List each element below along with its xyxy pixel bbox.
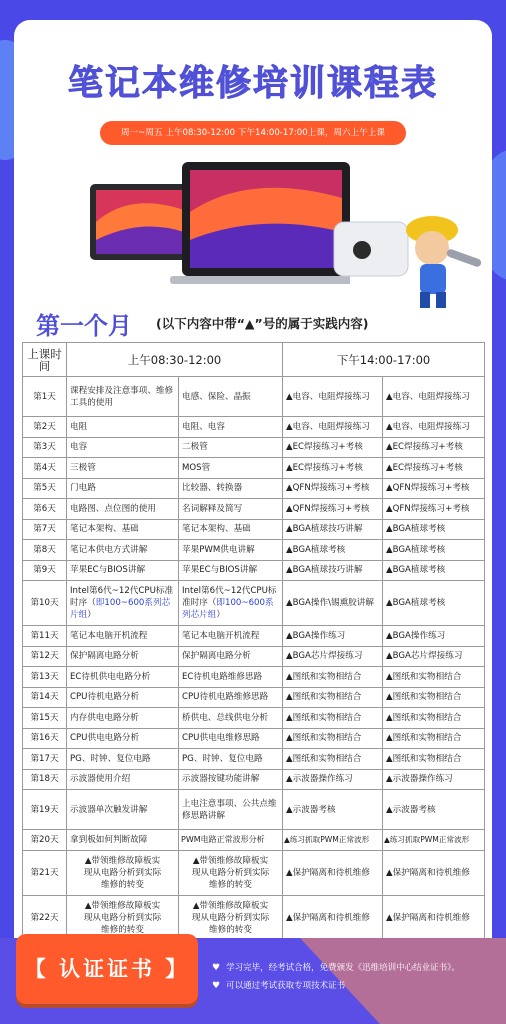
table-row xyxy=(23,769,485,790)
pm-cell: ▲图纸和实物相结合 xyxy=(383,749,485,770)
am-text-end: ） xyxy=(87,610,96,620)
day-cell: 第17天 xyxy=(23,749,67,770)
heart-icon: ♥ xyxy=(212,963,221,973)
day-cell: 第14天 xyxy=(23,687,67,708)
day-cell: 第12天 xyxy=(23,646,67,667)
chipset-text: 即100~600系列芯片组 xyxy=(70,598,171,620)
table-row xyxy=(23,708,485,729)
pm-cell: ▲图纸和实物相结合 xyxy=(283,708,383,729)
am-cell: PG、时钟、复位电路 xyxy=(67,749,179,770)
pm-cell: ▲BGA植球技巧讲解 xyxy=(283,560,383,581)
am-cell: CPU待机电路维修思路 xyxy=(179,687,283,708)
am-cell: EC待机电路维修思路 xyxy=(179,667,283,688)
pm-cell: ▲EC焊接练习+考核 xyxy=(383,458,485,479)
pm-cell: ▲示波器考核 xyxy=(383,790,485,830)
day-cell: 第5天 xyxy=(23,478,67,499)
am-cell: 电阻 xyxy=(67,417,179,438)
course-table xyxy=(22,342,485,941)
am-cell: 名词解释及简写 xyxy=(179,499,283,520)
am-cell: 笔记本架构、基础 xyxy=(67,519,179,540)
certificate-text-1: 学习完毕，经考试合格，免费颁发《迅维培训中心结业证书》。 xyxy=(226,963,460,973)
table-row xyxy=(23,417,485,438)
am-cell: PWM电路正常波形分析 xyxy=(179,830,283,851)
pm-cell: ▲图纸和实物相结合 xyxy=(283,749,383,770)
pm-cell: ▲BGA植球技巧讲解 xyxy=(283,519,383,540)
pm-cell: ▲示波器考核 xyxy=(283,790,383,830)
table-row xyxy=(23,437,485,458)
pm-cell: ▲QFN焊接练习+考核 xyxy=(383,499,485,520)
pm-cell: ▲图纸和实物相结合 xyxy=(383,667,485,688)
day-cell: 第20天 xyxy=(23,830,67,851)
am-cell-highlight: 苹果EC与BIOS讲解 xyxy=(179,560,283,581)
am-cell: 电感、保险、晶振 xyxy=(179,377,283,417)
pm-cell: ▲BGA操作练习 xyxy=(283,626,383,647)
am-text: Intel第6代~12代CPU标准时序（ xyxy=(182,586,277,608)
am-cell: 内存供电电路分析 xyxy=(67,708,179,729)
table-row xyxy=(23,458,485,479)
am-cell: 示波器按键功能讲解 xyxy=(179,769,283,790)
table-row xyxy=(23,749,485,770)
am-cell: ▲带领维修故障板实现从电路分析到实际维修的转变 xyxy=(179,895,283,940)
header-am: 上午08:30-12:00 xyxy=(67,343,283,377)
pm-cell: ▲电容、电阻焊接练习 xyxy=(383,417,485,438)
pm-cell: ▲EC焊接练习+考核 xyxy=(283,458,383,479)
am-cell xyxy=(179,581,283,626)
am-cell: MOS管 xyxy=(179,458,283,479)
pm-cell: ▲BGA植球考核 xyxy=(383,519,485,540)
table-row xyxy=(23,646,485,667)
pm-cell: ▲BGA操作\锡熏胶讲解 xyxy=(283,581,383,626)
pm-cell: ▲保护隔离和待机维修 xyxy=(283,895,383,940)
day-cell: 第3天 xyxy=(23,437,67,458)
header-day: 上课时间 xyxy=(23,343,67,377)
am-cell: 课程安排及注意事项、维修工具的使用 xyxy=(67,377,179,417)
table-row xyxy=(23,667,485,688)
am-cell: 桥供电、总线供电分析 xyxy=(179,708,283,729)
chipset-text: 即100~600系列芯片组 xyxy=(182,598,274,620)
table-row xyxy=(23,850,485,895)
pm-cell: ▲示波器操作练习 xyxy=(283,769,383,790)
am-cell: 电阻、电容 xyxy=(179,417,283,438)
am-cell: PG、时钟、复位电路 xyxy=(179,749,283,770)
page-title: 笔记本维修培训课程表 xyxy=(67,63,438,104)
table-row xyxy=(23,728,485,749)
day-cell: 第16天 xyxy=(23,728,67,749)
table-row xyxy=(23,830,485,851)
table-row xyxy=(23,540,485,561)
am-cell: ▲带领维修故障板实现从电路分析到实际维修的转变 xyxy=(67,850,179,895)
table-row xyxy=(23,560,485,581)
table-row xyxy=(23,626,485,647)
day-cell: 第19天 xyxy=(23,790,67,830)
pm-cell: ▲图纸和实物相结合 xyxy=(283,728,383,749)
pm-cell: ▲BGA芯片焊接练习 xyxy=(383,646,485,667)
day-cell: 第15天 xyxy=(23,708,67,729)
pm-cell: ▲电容、电阻焊接练习 xyxy=(283,417,383,438)
pm-cell: ▲BGA芯片焊接练习 xyxy=(283,646,383,667)
laptop-illustration xyxy=(90,162,350,302)
am-cell: 示波器单次触发讲解 xyxy=(67,790,179,830)
certificate-line-1 xyxy=(212,961,460,973)
pm-cell: ▲BGA植球考核 xyxy=(383,581,485,626)
am-cell: EC待机供电电路分析 xyxy=(67,667,179,688)
day-cell: 第6天 xyxy=(23,499,67,520)
day-cell: 第11天 xyxy=(23,626,67,647)
day-cell: 第10天 xyxy=(23,581,67,626)
am-cell: CPU待机电路分析 xyxy=(67,687,179,708)
day-cell: 第4天 xyxy=(23,458,67,479)
pm-cell: ▲电容、电阻焊接练习 xyxy=(283,377,383,417)
day-cell: 第21天 xyxy=(23,850,67,895)
certificate-text-2: 可以通过考试获取专项技术证书 xyxy=(226,981,346,991)
certificate-label: 【 认证证书 】 xyxy=(16,934,198,1004)
am-cell: 比较器、转换器 xyxy=(179,478,283,499)
day-cell: 第22天 xyxy=(23,895,67,940)
pm-cell: ▲BGA植球考核 xyxy=(383,560,485,581)
course-card xyxy=(14,20,492,1005)
pm-cell: ▲BGA植球考核 xyxy=(383,540,485,561)
am-cell: 笔记本电脑开机流程 xyxy=(67,626,179,647)
am-cell: 二极管 xyxy=(179,437,283,458)
worker-mascot-icon xyxy=(394,208,484,312)
am-cell xyxy=(67,581,179,626)
pm-cell: ▲BGA植球考核 xyxy=(283,540,383,561)
heart-icon: ♥ xyxy=(212,981,221,991)
am-text: Intel第6代~12代CPU标准时序（ xyxy=(70,586,174,608)
pm-cell: ▲QFN焊接练习+考核 xyxy=(283,478,383,499)
pm-cell: ▲图纸和实物相结合 xyxy=(283,687,383,708)
am-cell: 保护隔离电路分析 xyxy=(67,646,179,667)
am-cell: 笔记本电脑开机流程 xyxy=(179,626,283,647)
day-cell: 第8天 xyxy=(23,540,67,561)
pm-cell: ▲示波器操作练习 xyxy=(383,769,485,790)
pm-cell: ▲BGA操作练习 xyxy=(383,626,485,647)
table-row xyxy=(23,687,485,708)
am-cell: 示波器使用介绍 xyxy=(67,769,179,790)
pm-cell: ▲图纸和实物相结合 xyxy=(383,687,485,708)
am-cell: 上电注意事项、公共点维修思路讲解 xyxy=(179,790,283,830)
pm-cell: ▲电容、电阻焊接练习 xyxy=(383,377,485,417)
day-cell: 第7天 xyxy=(23,519,67,540)
month-title: 第一个月 xyxy=(36,311,132,340)
pm-cell: ▲图纸和实物相结合 xyxy=(283,667,383,688)
am-cell-highlight: 苹果PWM供电讲解 xyxy=(179,540,283,561)
day-cell: 第18天 xyxy=(23,769,67,790)
am-cell: 电路图、点位图的使用 xyxy=(67,499,179,520)
pm-cell: ▲QFN焊接练习+考核 xyxy=(283,499,383,520)
am-cell: 门电路 xyxy=(67,478,179,499)
am-cell: ▲带领维修故障板实现从电路分析到实际维修的转变 xyxy=(179,850,283,895)
pm-cell: ▲图纸和实物相结合 xyxy=(383,728,485,749)
day-cell: 第2天 xyxy=(23,417,67,438)
pm-cell: ▲EC焊接练习+考核 xyxy=(283,437,383,458)
am-cell-highlight: 苹果EC与BIOS讲解 xyxy=(67,560,179,581)
table-row xyxy=(23,581,485,626)
certificate-line-2 xyxy=(212,979,345,991)
table-row xyxy=(23,499,485,520)
header-pm: 下午14:00-17:00 xyxy=(283,343,485,377)
table-row xyxy=(23,790,485,830)
pm-cell: ▲保护隔离和待机维修 xyxy=(383,850,485,895)
day-cell: 第9天 xyxy=(23,560,67,581)
am-cell: 笔记本架构、基础 xyxy=(179,519,283,540)
am-cell: 三极管 xyxy=(67,458,179,479)
am-cell: 笔记本供电方式讲解 xyxy=(67,540,179,561)
pm-cell: ▲保护隔离和待机维修 xyxy=(383,895,485,940)
pm-cell: ▲保护隔离和待机维修 xyxy=(283,850,383,895)
pm-cell: ▲EC焊接练习+考核 xyxy=(383,437,485,458)
am-cell: 电容 xyxy=(67,437,179,458)
table-row xyxy=(23,377,485,417)
day-cell: 第13天 xyxy=(23,667,67,688)
day-cell: 第1天 xyxy=(23,377,67,417)
table-row xyxy=(23,519,485,540)
am-text-end: ） xyxy=(216,610,225,620)
am-cell: 保护隔离电路分析 xyxy=(179,646,283,667)
pm-cell: ▲QFN焊接练习+考核 xyxy=(383,478,485,499)
am-cell: ▲带领维修故障板实现从电路分析到实际维修的转变 xyxy=(67,895,179,940)
am-cell: CPU供电电路分析 xyxy=(67,728,179,749)
pm-cell: ▲图纸和实物相结合 xyxy=(383,708,485,729)
month-note: (以下内容中带“▲”号的属于实践内容) xyxy=(156,316,369,331)
pm-cell: ▲练习抓取PWM正常波形 xyxy=(383,830,485,851)
schedule-banner: 周一~周五 上午08:30-12:00 下午14:00-17:00上课，周六上午上课 xyxy=(100,121,406,145)
pm-cell: ▲练习抓取PWM正常波形 xyxy=(283,830,383,851)
am-cell: 拿到板如何判断故障 xyxy=(67,830,179,851)
table-row xyxy=(23,478,485,499)
am-cell: CPU供电电维修思路 xyxy=(179,728,283,749)
